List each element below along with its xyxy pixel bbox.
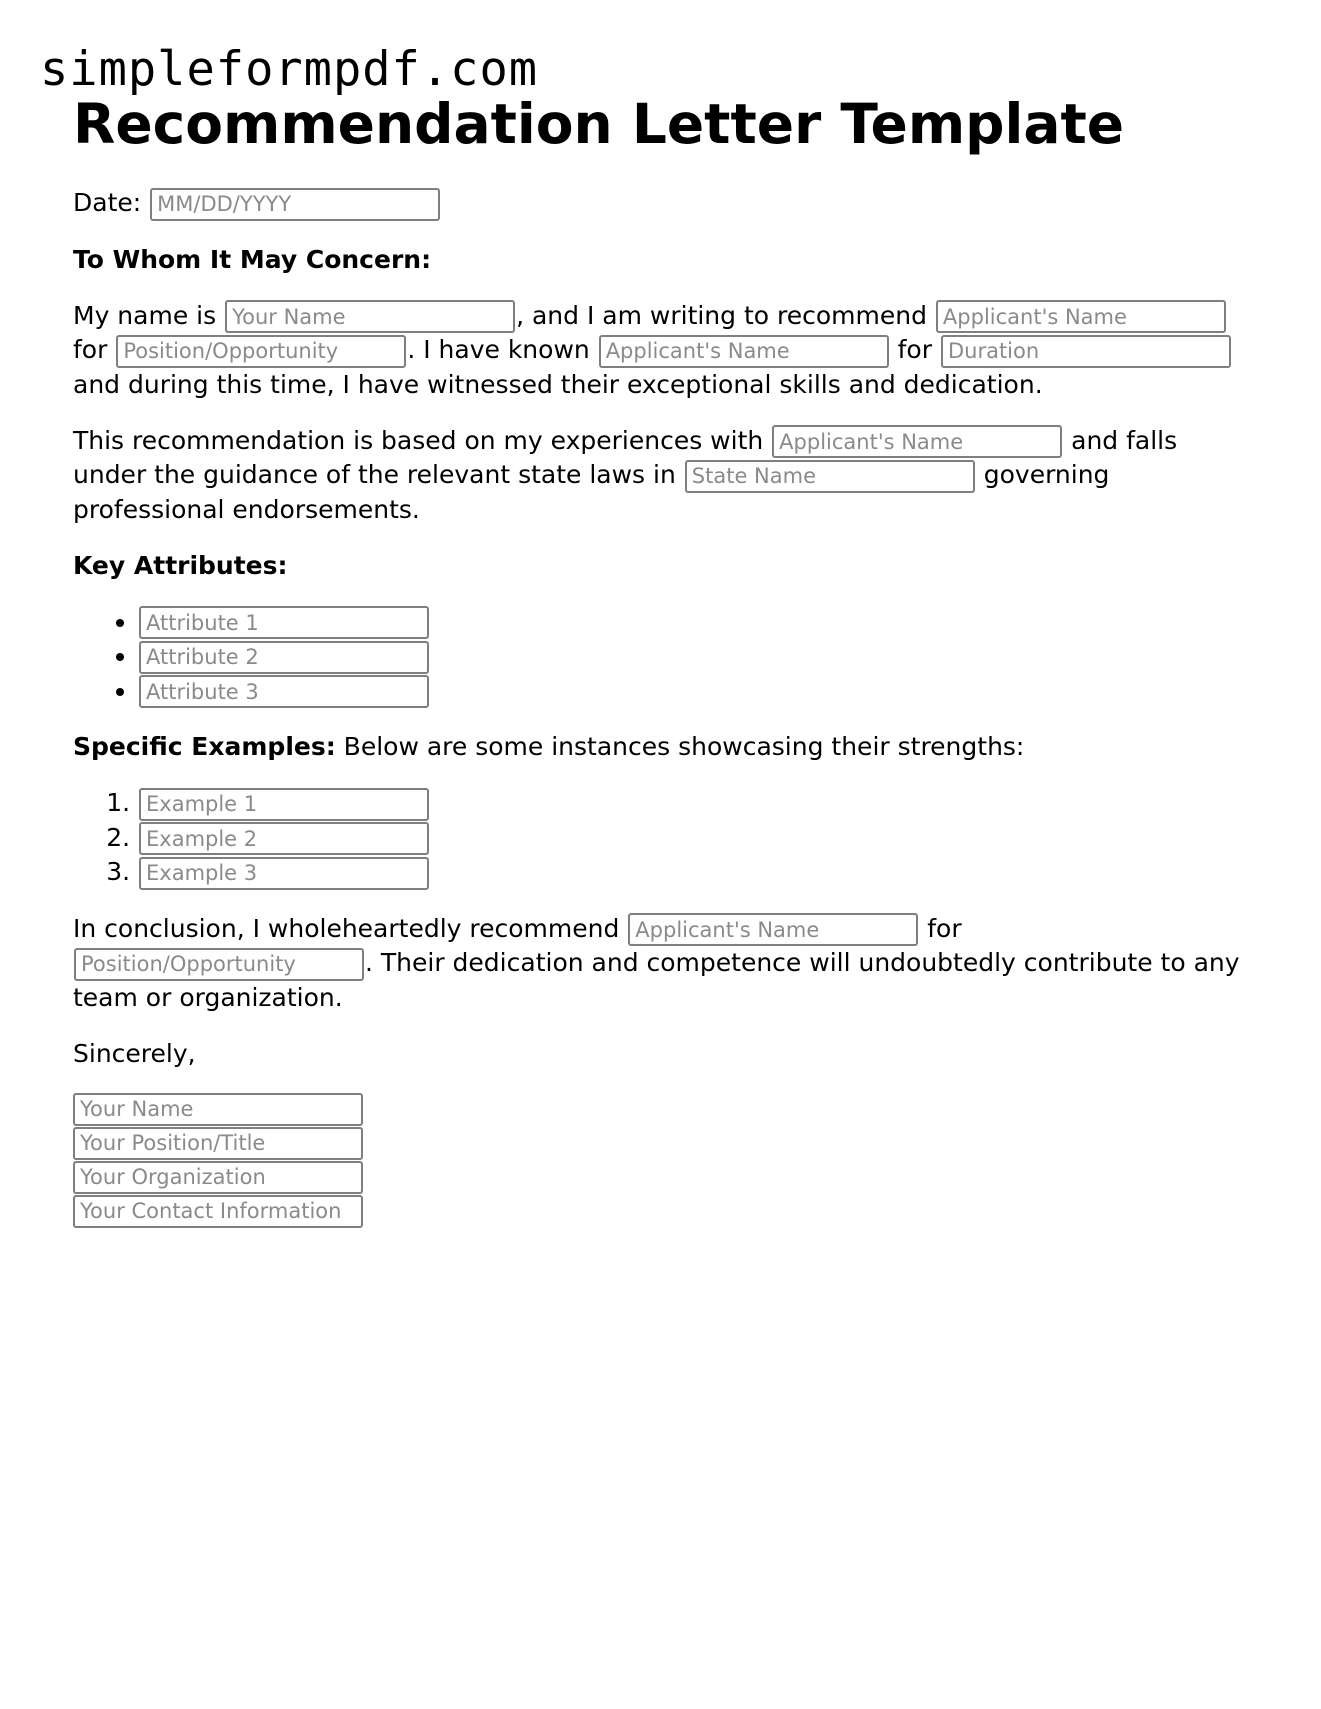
list-item: [138, 786, 1243, 821]
examples-text: Below are some instances showcasing their strengths:: [335, 732, 1025, 761]
position-input-2[interactable]: [74, 948, 364, 981]
basis-text-2: and falls under the guidance of the relevant state laws in: [73, 425, 1178, 489]
conclusion-text-3: . Their dedication and competence will undoubtedly contribute to any team or organization.: [73, 948, 1240, 1012]
attributes-list: [73, 605, 1243, 709]
closing: Sincerely,: [73, 1038, 196, 1068]
list-item: [138, 821, 1243, 856]
salutation: To Whom It May Concern:: [73, 244, 432, 274]
position-input[interactable]: [116, 335, 406, 368]
intro-paragraph: [73, 299, 1243, 402]
page-title: Recommendation Letter Template: [73, 92, 1125, 156]
attribute-3-input[interactable]: [139, 675, 429, 708]
basis-text-1: This recommendation is based on my experiences with: [73, 425, 772, 455]
attribute-2-input[interactable]: [139, 641, 429, 674]
letter-page: [73, 92, 1243, 1229]
signature-name-input[interactable]: [73, 1093, 363, 1126]
intro-text-6: and during this time, I have witnessed their exceptional skills and dedication.: [73, 369, 1043, 399]
examples-list: [73, 786, 1243, 890]
signature-block: [73, 1093, 1243, 1228]
conclusion-text-1: In conclusion, I wholeheartedly recommend: [73, 913, 628, 943]
list-item: [138, 639, 1243, 674]
applicant-name-input-3[interactable]: [772, 425, 1062, 458]
intro-text-1: My name is: [73, 300, 225, 330]
example-2-input[interactable]: [139, 822, 429, 855]
signature-title-input[interactable]: [73, 1127, 363, 1160]
duration-input[interactable]: [941, 335, 1231, 368]
examples-heading: Specific Examples:: [73, 732, 336, 761]
signature-organization-input[interactable]: [73, 1161, 363, 1194]
attribute-1-input[interactable]: [139, 606, 429, 639]
list-item: [138, 605, 1243, 640]
examples-intro: [73, 730, 1243, 764]
date-label: Date:: [73, 188, 142, 217]
example-1-input[interactable]: [139, 788, 429, 821]
example-3-input[interactable]: [139, 857, 429, 890]
recommender-name-input[interactable]: [225, 300, 515, 333]
conclusion-text-2: for: [919, 913, 962, 943]
state-name-input[interactable]: [685, 460, 975, 493]
applicant-name-input-2[interactable]: [599, 335, 889, 368]
applicant-name-input[interactable]: [936, 300, 1226, 333]
basis-paragraph: [73, 424, 1243, 527]
intro-text-2: , and I am writing to recommend: [516, 300, 935, 330]
date-line: [73, 186, 1243, 221]
intro-text-3: for: [73, 335, 116, 364]
applicant-name-input-4[interactable]: [628, 913, 918, 946]
intro-text-4: . I have known: [407, 335, 598, 364]
date-input[interactable]: [150, 188, 440, 221]
signature-contact-input[interactable]: [73, 1195, 363, 1228]
basis-text-3: governing professional endorsements.: [73, 460, 1110, 524]
list-item: [138, 674, 1243, 709]
conclusion-paragraph: [73, 912, 1243, 1015]
list-item: [138, 855, 1243, 890]
attributes-heading: Key Attributes:: [73, 550, 288, 580]
intro-text-5: for: [889, 335, 940, 364]
site-watermark: simpleformpdf.com: [40, 42, 539, 97]
